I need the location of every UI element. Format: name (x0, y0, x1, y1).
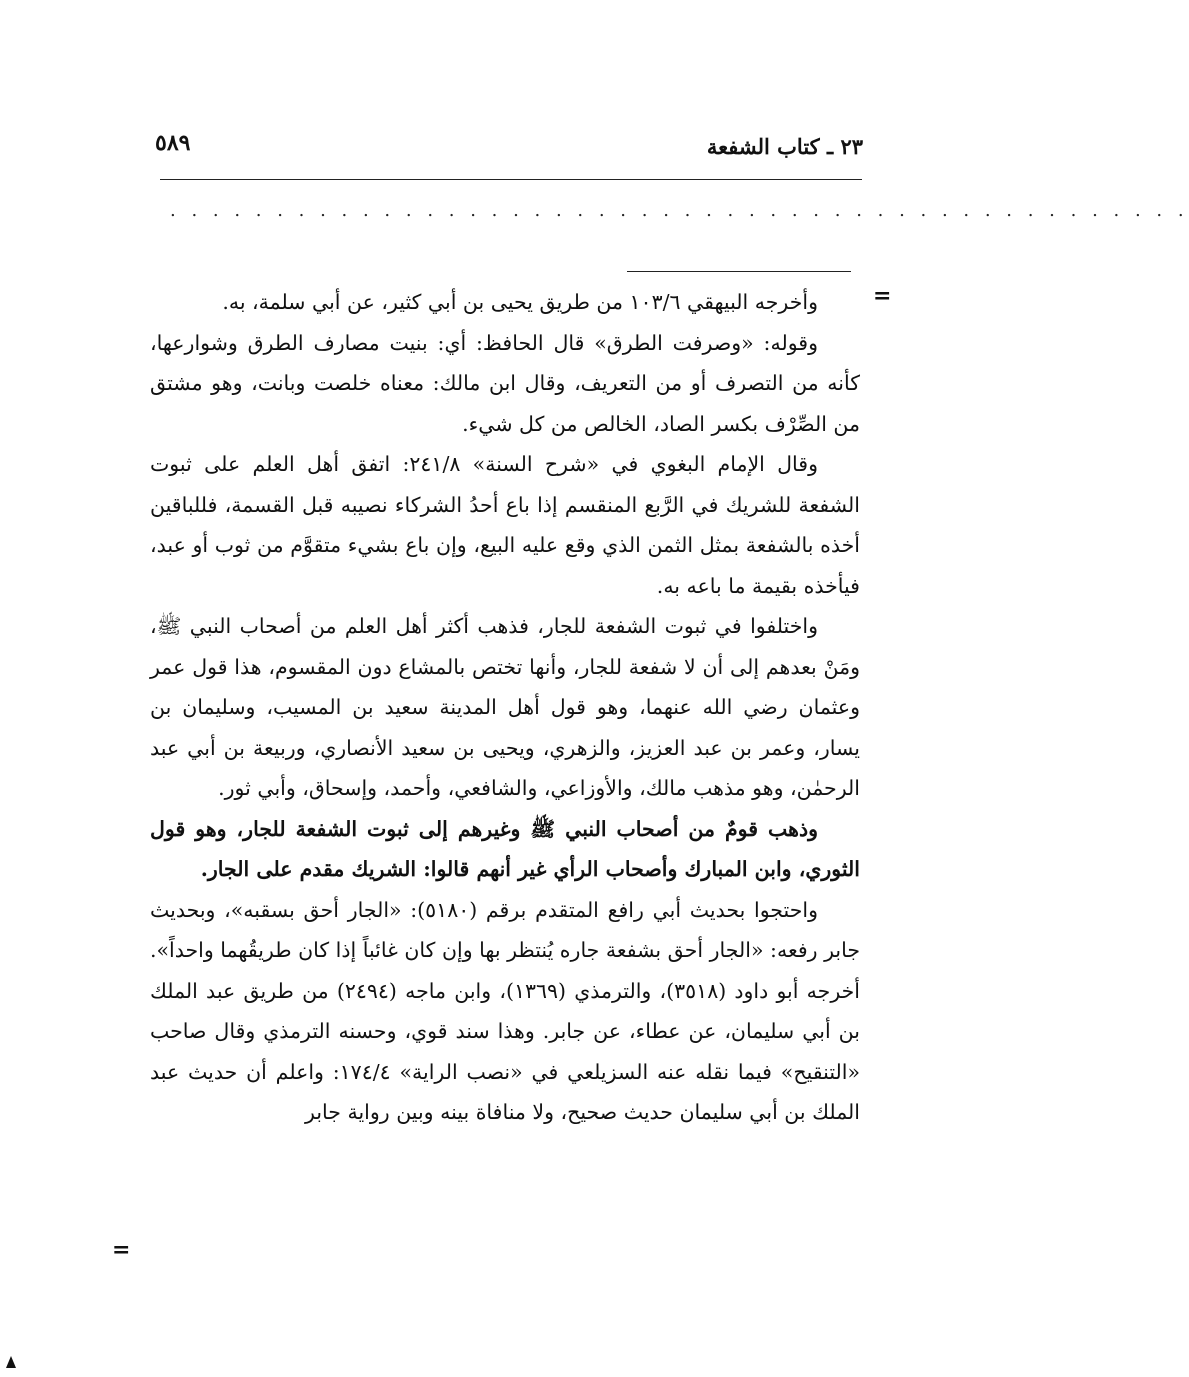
paragraph-5: وذهب قومٌ من أصحاب النبي ﷺ وغيرهم إلى ثبوت الشفعة للجار، وهو قول الثوري، وابن المبارك وأصحاب الرأي غير أنهم قالوا: الشريك مقدم على الجار. (150, 816, 860, 881)
continuation-mark-top: = (873, 283, 892, 309)
paragraph-4: واختلفوا في ثبوت الشفعة للجار، فذهب أكثر أهل العلم من أصحاب النبي ﷺ، ومَنْ بعدهم إلى أن لا شفعة للجار، وأنها تختص بالمشاع دون المقسوم، هذا قول عمر وعثمان رضي الله عنهما، وهو قول أهل المدينة سعيد بن المسيب، وسليمان بن يسار، وعمر بن عبد العزيز، والزهري، ويحيى بن سعيد الأنصاري، وربيعة بن أبي عبد الرحمٰن، وهو مذهب مالك، والأوزاعي، والشافعي، وأحمد، وإسحاق، وأبي ثور. (150, 614, 860, 800)
paragraph-6: واحتجوا بحديث أبي رافع المتقدم برقم (٥١٨٠): «الجار أحق بسقبه»، وبحديث جابر رفعه: «الجار أحق بشفعة جاره يُنتظر بها وإن كان غائباً إذا كان طريقُهما واحداً». أخرجه أبو داود (٣٥١٨)، والترمذي (١٣٦٩)، وابن ماجه (٢٤٩٤) من طريق عبد الملك بن أبي سليمان، عن عطاء، عن جابر. وهذا سند قوي، وحسنه الترمذي وقال صاحب «التنقيح» فيما نقله عنه السزيلعي في «نصب الراية» ١٧٤/٤: واعلم أن حديث عبد الملك بن أبي سليمان حديث صحيح، ولا منافاة بينه وبين رواية جابر (150, 897, 860, 1124)
paragraph-2: وقوله: «وصرفت الطرق» قال الحافظ: أي: بنيت مصارف الطرق وشوارعها، كأنه من التصرف أو من التعريف، وقال ابن مالك: معناه خلصت وبانت، وهو مشتق من الصِّرْف بكسر الصاد، الخالص من كل شيء. (150, 330, 860, 436)
header-rule (160, 179, 862, 180)
footnote-rule (627, 271, 851, 272)
continuation-mark-bottom: = (112, 1237, 131, 1263)
running-title: ٢٣ ـ كتاب الشفعة (706, 134, 863, 159)
page-number: ٥٨٩ (155, 130, 191, 156)
corner-triangle-mark (6, 1356, 16, 1368)
footnote-body (150, 282, 860, 1133)
paragraph-3: وقال الإمام البغوي في «شرح السنة» ٢٤١/٨: اتفق أهل العلم على ثبوت الشفعة للشريك في الرَّبع المنقسم إذا باع أحدُ الشركاء نصيبه قبل القسمة، فللباقين أخذه بالشفعة بمثل الثمن الذي وقع عليه البيع، وإن باع بشيء متقوَّم من ثوب أو عبد، فيأخذه بقيمة ما باعه به. (150, 452, 860, 598)
page-header (155, 128, 863, 168)
dotted-separator: . . . . . . . . . . . . . . . . . . . . . . . . . . . . . . . . . . . . . . . . . . . . . . . . (170, 200, 1189, 221)
paragraph-1: وأخرجه البيهقي ١٠٣/٦ من طريق يحيى بن أبي كثير، عن أبي سلمة، به. (222, 290, 818, 314)
